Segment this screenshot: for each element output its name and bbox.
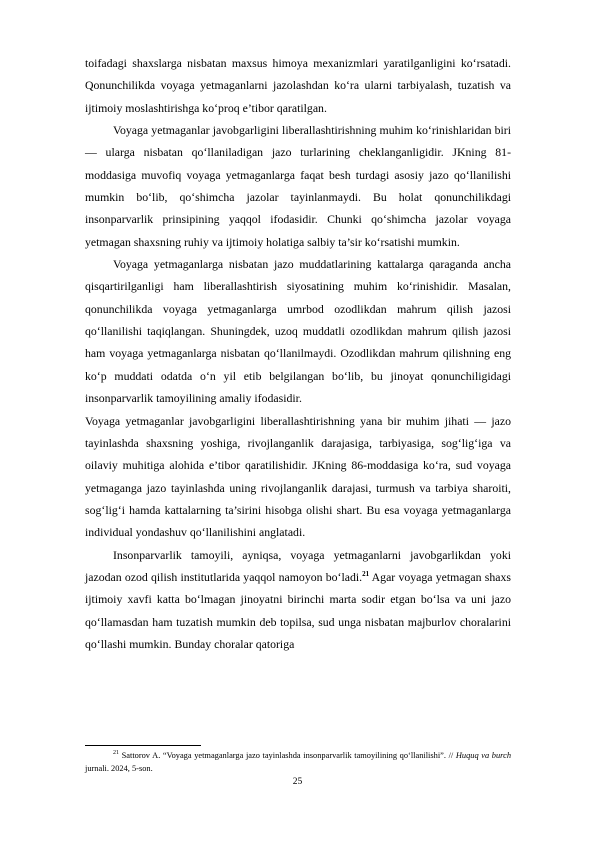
paragraph-2: Voyaga yetmaganlar javobgarligini liberallashtirishning muhim ko‘rinishlaridan biri — ularga nisbatan qo‘llaniladigan jazo turlarining cheklanganligidir. JKning 81-moddasiga muvofiq voyaga yetmaganlarga faqat besh turdagi asosiy jazo qo‘llanilishi mumkin bo‘lib, qo‘shimcha jazolar tayinlanmaydi. Bu holat qonunchilikdagi insonparvarlik prinsipining yaqqol ifodasidir. Chunki qo‘shimcha jazolar voyaga yetmagan shaxsning ruhiy va ijtimoiy holatiga salbiy ta’sir ko‘rsatishi mumkin. — [85, 123, 511, 249]
footnote-journal: Huquq va burch — [455, 751, 512, 760]
body-text — [85, 52, 511, 655]
footnote-divider — [85, 745, 201, 746]
paragraph-5-text-end: Agar voyaga yetmagan shaxs ijtimoiy xavfi katta bo‘lmagan jinoyatni birinchi marta sodir etgan bo‘lsa va uni jazo qo‘llamasdan ham tuzatish mumkin deb topilsa, sud unga nisbatan majburlov choralarini qo‘llashi mumkin. Bunday choralar qatoriga — [85, 569, 511, 651]
page-number: 25 — [292, 777, 303, 787]
footnote-tail: jurnali. 2024, 5-son. — [85, 764, 153, 774]
paragraph-5 — [85, 544, 511, 656]
paragraph-4: Voyaga yetmaganlar javobgarligini liberallashtirishning yana bir muhim jihati — jazo tayinlashda shaxsning yoshiga, rivojlanganlik darajasiga, tarbiyasiga, sog‘lig‘iga va oilaviy muhitiga alohida e’tibor qaratilishidir. JKning 86-moddasiga ko‘ra, sud voyaga yetmaganga jazo tayinlashda uning rivojlanganlik darajasi, turmush va tarbiya sharoiti, sog‘lig‘i hamda kattalarning ta’sirini hisobga olishi shart. Bu esa voyaga yetmaganlarga individual yondashuv qo‘llanilishini anglatadi. — [85, 413, 511, 540]
paragraph-3: Voyaga yetmaganlarga nisbatan jazo muddatlarining kattalarga qaraganda ancha qisqartirilganligi ham liberallashtirish siyosatining muhim ko‘rinishidir. Masalan, qonunchilikda voyaga yetmaganlarga umrbod ozodlikdan mahrum qilish jazosi qo‘llanilishi taqiqlangan. Shuningdek, uzoq muddatli ozodlikdan mahrum qilish jazosi ham voyaga yetmaganlarga nisbatan qo‘llanilmaydi. Ozodlikdan mahrum qilishning eng ko‘p muddati odatda o‘n yil etib belgilangan bo‘lib, bu jinoyat qonunchiligidagi insonparvarlik tamoyilining amaliy ifodasidir. — [85, 257, 511, 406]
footnote — [85, 749, 511, 775]
paragraph-5-text-start: Insonparvarlik tamoyili, ayniqsa, voyaga yetmaganlarni javobgarlikdan yoki jazodan ozod qilish institutlarida yaqqol namoyon bo‘ladi. — [85, 547, 511, 584]
footnote-number: 21 — [113, 750, 119, 757]
paragraph-1: toifadagi shaxslarga nisbatan maxsus himoya mexanizmlari yaratilganligini ko‘rsatadi. Qonunchilikda voyaga yetmaganlarni jazolashdan ko‘ra ularni tarbiyalash, tuzatish va ijtimoiy moslashtirishga ko‘proq e’tibor qaratilgan. — [85, 56, 511, 115]
footnote-reference[interactable]: 21 — [362, 569, 370, 578]
footnote-text: Sattorov A. “Voyaga yetmaganlarga jazo tayinlashda insonparvarlik tamoyilining qo‘llanilishi”. // — [119, 751, 456, 760]
